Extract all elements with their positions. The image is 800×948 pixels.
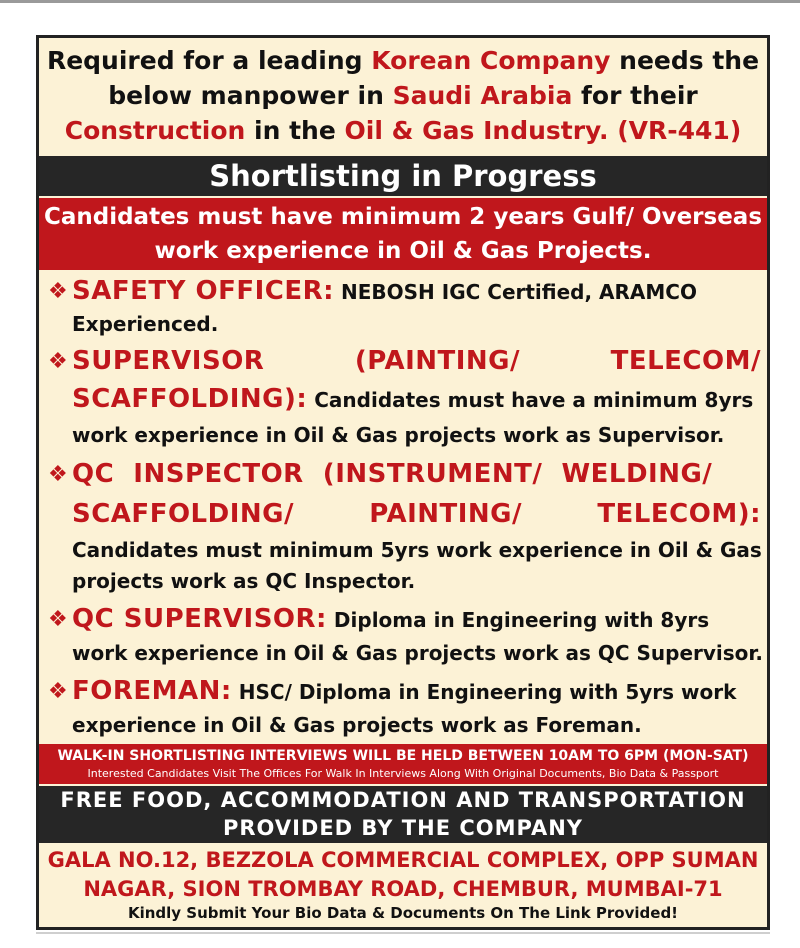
position-title: QC INSPECTOR (INSTRUMENT/ WELDING/ — [72, 459, 713, 489]
position-title-part: SUPERVISOR — [72, 346, 265, 376]
headline-text: Required for a leading — [46, 46, 372, 75]
bullet-icon: ❖ — [48, 279, 68, 304]
position-line — [72, 384, 761, 416]
position-title: SCAFFOLDING): — [72, 384, 308, 414]
position-item — [48, 604, 764, 670]
benefits-banner — [39, 786, 767, 843]
position-description: experience in Oil & Gas projects work as Foreman. — [72, 713, 642, 737]
job-poster — [36, 35, 770, 930]
headline-text: for their — [572, 81, 698, 110]
requirement-line-1: Candidates must have minimum 2 years Gulf/ Overseas — [43, 204, 763, 230]
position-description: work experience in Oil & Gas projects work as QC Supervisor. — [72, 641, 764, 665]
position-title-part: SCAFFOLDING/ — [72, 499, 294, 529]
industry-highlight: Oil & Gas Industry. (VR-441) — [344, 116, 742, 145]
submit-note: Kindly Submit Your Bio Data & Documents On The Link Provided! — [127, 904, 679, 922]
country-highlight: Saudi Arabia — [392, 81, 573, 110]
position-title — [72, 346, 761, 377]
position-line — [72, 676, 761, 708]
address-line-1: GALA NO.12, BEZZOLA COMMERCIAL COMPLEX, OPP SUMAN — [47, 848, 759, 872]
headline-line-1 — [39, 43, 767, 78]
requirement-banner — [39, 198, 767, 270]
benefits-line-2: PROVIDED BY THE COMPANY — [222, 816, 584, 840]
position-line — [72, 604, 761, 636]
position-title-part: PAINTING/ — [369, 499, 523, 529]
position-item — [48, 276, 761, 342]
position-title-part: (PAINTING/ — [354, 346, 521, 376]
walkin-headline: WALK-IN SHORTLISTING INTERVIEWS WILL BE HELD BETWEEN 10AM TO 6PM (MON-SAT) — [57, 748, 749, 764]
position-description: Diploma in Engineering with 8yrs — [326, 608, 710, 632]
position-title: FOREMAN: — [72, 676, 232, 706]
poster-headline — [39, 43, 767, 148]
requirement-line-2: work experience in Oil & Gas Projects. — [154, 238, 652, 264]
position-description: projects work as QC Inspector. — [72, 569, 416, 593]
position-description: Candidates must minimum 5yrs work experience in Oil & Gas — [72, 538, 762, 562]
position-description: HSC/ Diploma in Engineering with 5yrs work — [231, 680, 737, 704]
top-divider — [0, 0, 800, 3]
bullet-icon: ❖ — [48, 679, 68, 704]
position-title — [72, 499, 761, 530]
walkin-banner — [39, 744, 767, 784]
position-description: work experience in Oil & Gas projects work as Supervisor. — [72, 423, 725, 447]
position-item — [48, 676, 761, 742]
bullet-icon: ❖ — [48, 607, 68, 632]
walkin-note: Interested Candidates Visit The Offices For Walk In Interviews Along With Original Documents, Bio Data & Passport — [87, 767, 719, 780]
bottom-divider — [36, 932, 770, 934]
headline-line-3 — [39, 113, 767, 148]
headline-text: below manpower in — [108, 81, 393, 110]
position-title: QC SUPERVISOR: — [72, 604, 327, 634]
address-line-2: NAGAR, SION TROMBAY ROAD, CHEMBUR, MUMBAI-71 — [83, 877, 723, 901]
position-description: Candidates must have a minimum 8yrs — [307, 388, 754, 412]
position-item — [48, 346, 761, 456]
position-item — [48, 459, 761, 599]
position-title-part: TELECOM/ — [610, 346, 761, 376]
status-banner: Shortlisting in Progress — [39, 156, 767, 196]
benefits-line-1: FREE FOOD, ACCOMMODATION AND TRANSPORTATION — [60, 788, 746, 812]
headline-text: in the — [245, 116, 345, 145]
bullet-icon: ❖ — [48, 462, 68, 487]
sector-highlight: Construction — [64, 116, 246, 145]
bullet-icon: ❖ — [48, 349, 68, 374]
headline-line-2 — [39, 78, 767, 113]
company-highlight: Korean Company — [371, 46, 611, 75]
office-address — [39, 846, 767, 904]
position-description: NEBOSH IGC Certified, ARAMCO — [334, 280, 697, 304]
position-title: SAFETY OFFICER: — [72, 276, 335, 306]
position-line — [72, 276, 761, 308]
position-description: Experienced. — [72, 312, 219, 336]
position-title-part: TELECOM): — [597, 499, 761, 529]
headline-text: needs the — [610, 46, 760, 75]
